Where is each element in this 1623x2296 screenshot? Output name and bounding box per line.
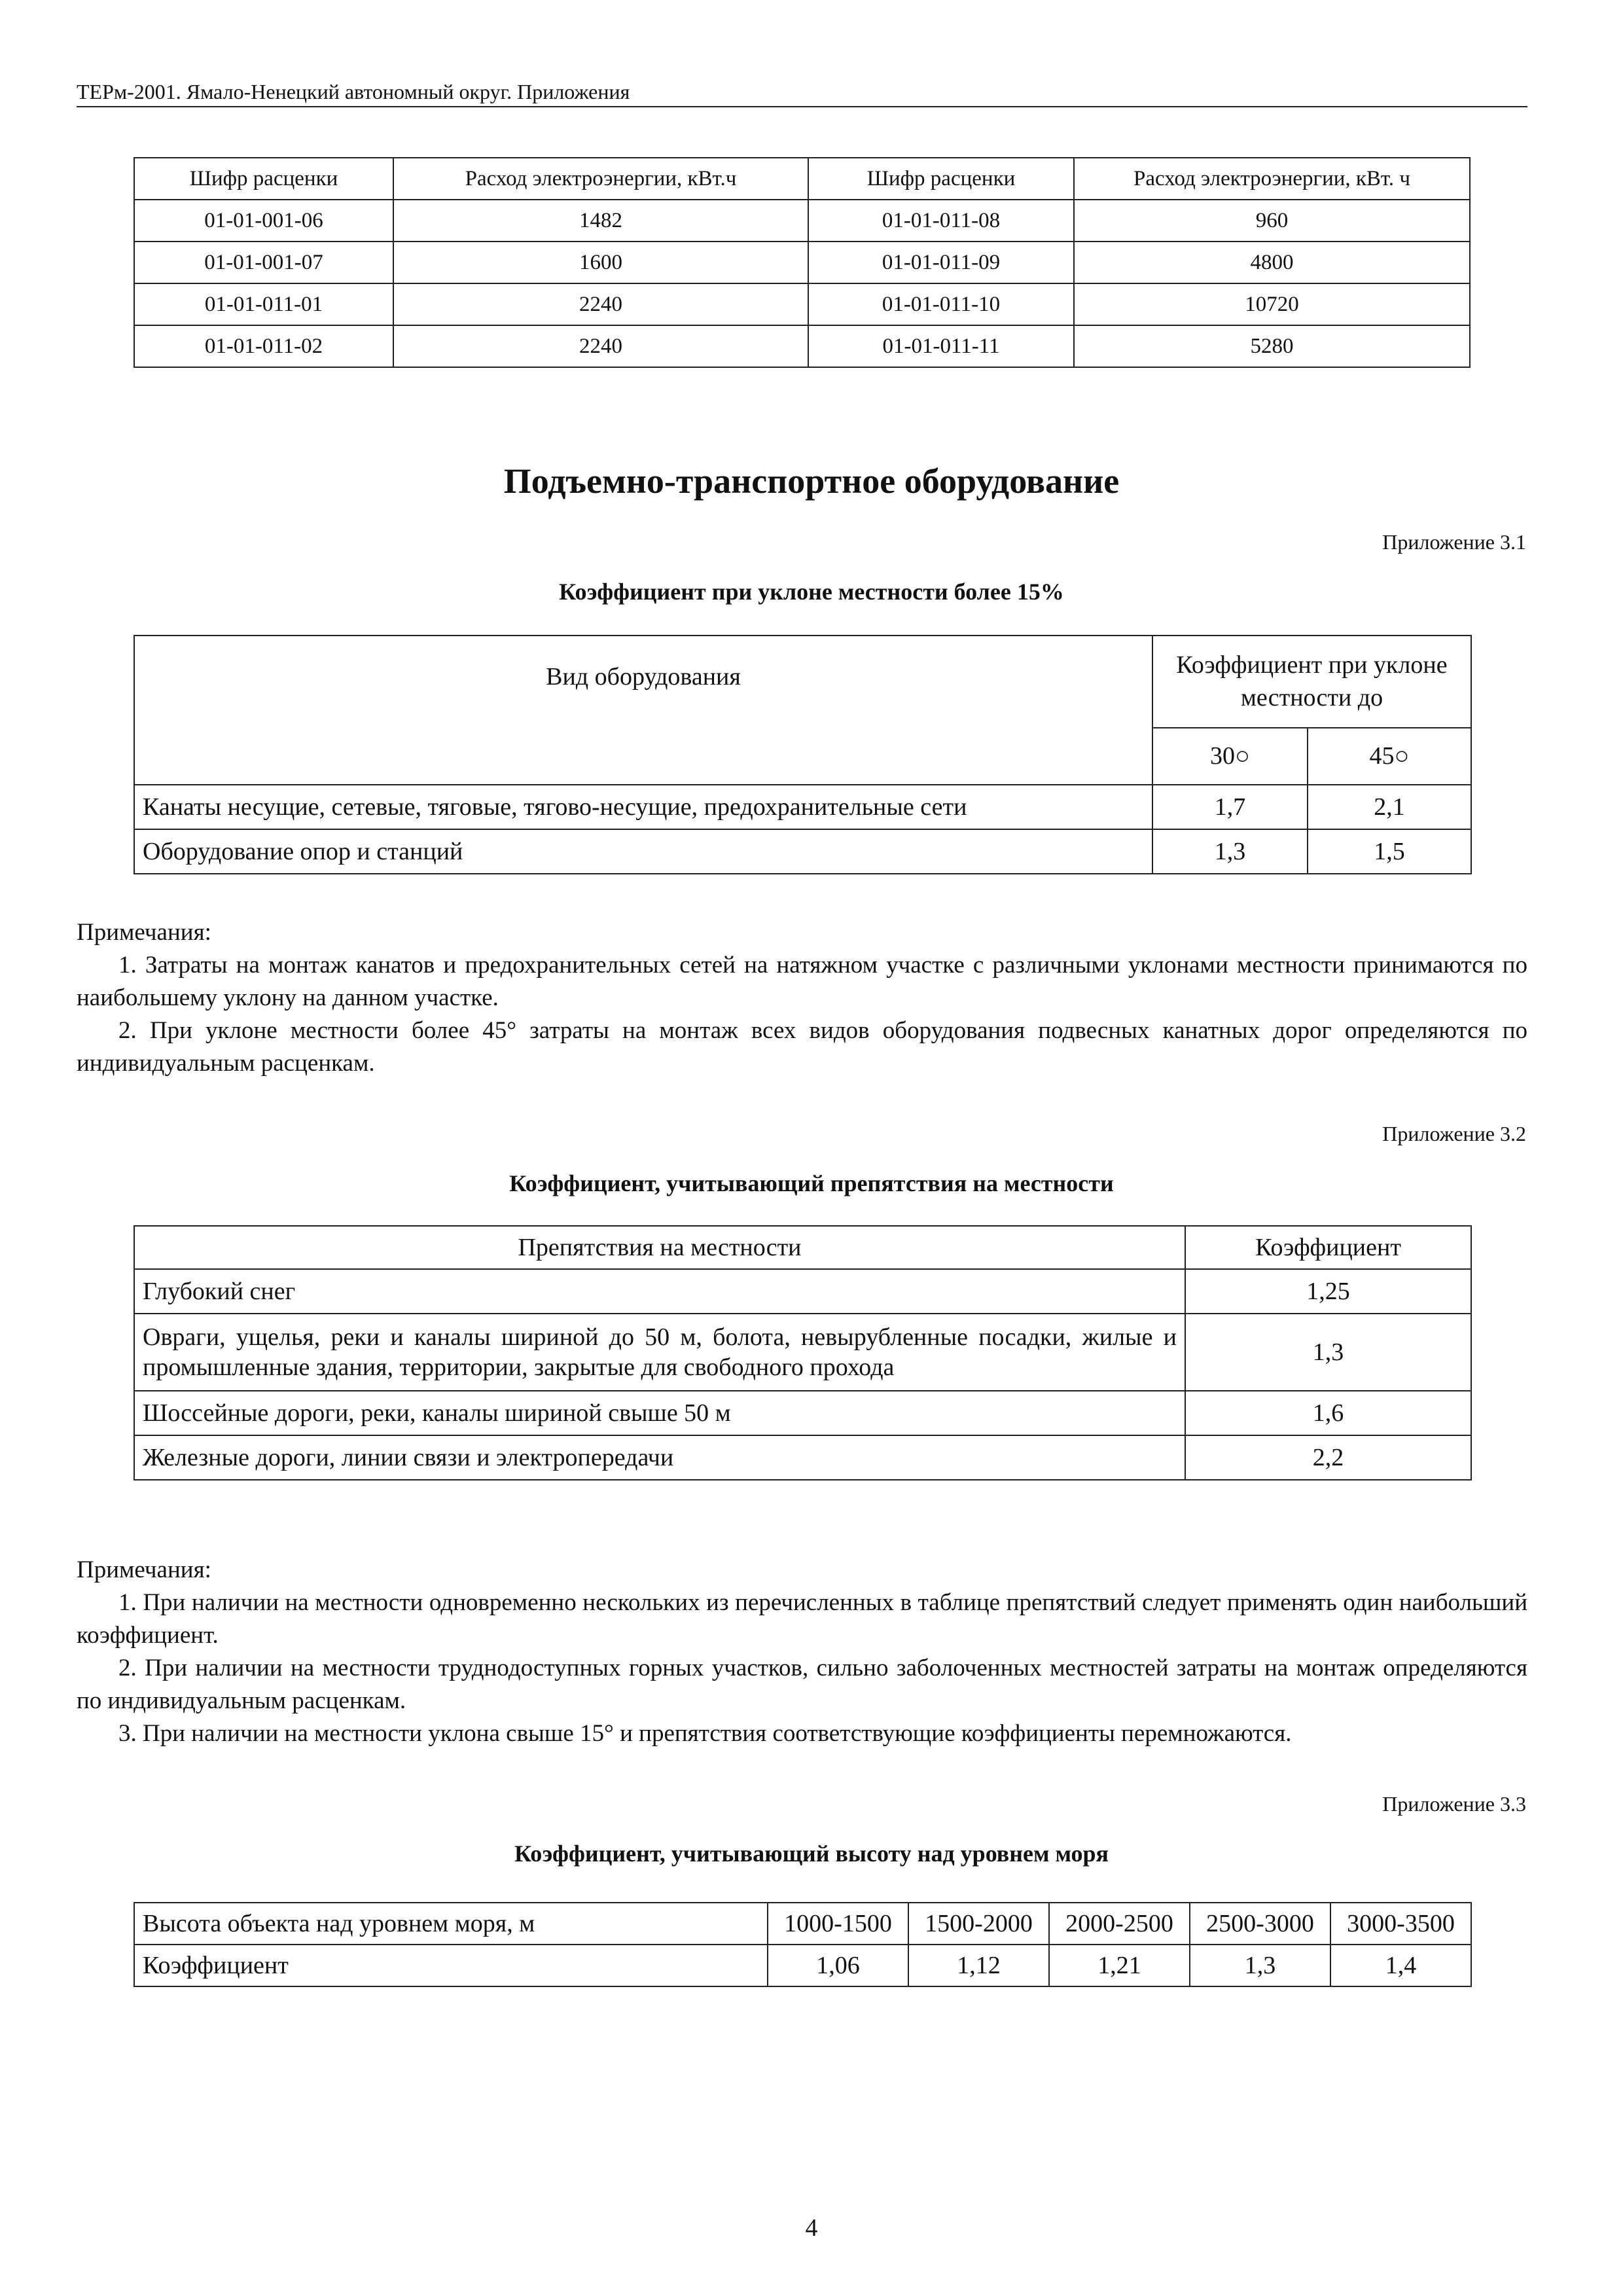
row-label: Высота объекта над уровнем моря, м — [134, 1903, 768, 1945]
table-cell: 01-01-011-10 — [808, 283, 1074, 325]
table-row — [134, 1435, 1471, 1480]
header-cell: 45○ — [1308, 728, 1471, 785]
header-cell: Расход электроэнергии, кВт. ч — [1074, 158, 1470, 200]
notes-title: Примечания: — [77, 1556, 211, 1583]
table-cell: 1,3 — [1152, 829, 1308, 874]
table-cell: 01-01-011-11 — [808, 325, 1074, 367]
table-cell: Оборудование опор и станций — [134, 829, 1152, 874]
note-item: 1. При наличии на местности одновременно нескольких из перечисленных в таблице препятствий следует применять один наибольший коэффициент. — [77, 1589, 1527, 1649]
table-cell: 1600 — [393, 242, 808, 283]
table-cell: 3000-3500 — [1330, 1903, 1471, 1945]
notes-title: Примечания: — [77, 919, 211, 946]
altitude-coefficient-table — [134, 1902, 1472, 1987]
note-item: 3. При наличии на местности уклона свыше 15° и препятствия соответствующие коэффициенты перемножаются. — [118, 1720, 1292, 1747]
table-cell: 01-01-011-01 — [134, 283, 393, 325]
table-row — [134, 325, 1470, 367]
table-cell: 1500-2000 — [908, 1903, 1049, 1945]
section-title: Подъемно-транспортное оборудование — [503, 461, 1120, 501]
note-item: 1. Затраты на монтаж канатов и предохранительных сетей на натяжном участке с различными уклонами местности принимаются по наибольшему уклону на данном участке. — [77, 952, 1527, 1011]
running-header: ТЕРм-2001. Ямало-Ненецкий автономный округ. Приложения — [77, 77, 1527, 107]
annex-3-2-title: Коэффициент, учитывающий препятствия на местности — [509, 1170, 1114, 1196]
table-cell: 1,6 — [1185, 1391, 1471, 1435]
table-cell: 2000-2500 — [1049, 1903, 1190, 1945]
table-cell: Овраги, ущелья, реки и каналы шириной до 50 м, болота, невырубленные посадки, жилые и промышленные здания, территории, закрытые для свободного прохода — [134, 1314, 1185, 1391]
header-cell: Коэффициент — [1185, 1226, 1471, 1269]
table-row — [134, 1314, 1471, 1391]
table-cell: 960 — [1074, 200, 1470, 242]
annex-3-1-label: Приложение 3.1 — [1382, 530, 1526, 554]
header-cell: Шифр расценки — [134, 158, 393, 200]
table-cell: 2,2 — [1185, 1435, 1471, 1480]
note-item: 2. При уклоне местности более 45° затраты на монтаж всех видов оборудования подвесных канатных дорог определяются по индивидуальным расценкам. — [77, 1017, 1527, 1077]
note-item: 2. При наличии на местности труднодоступных горных участков, сильно заболоченных местностей затраты на монтаж определяются по индивидуальным расценкам. — [77, 1655, 1527, 1714]
annex-3-3-label: Приложение 3.3 — [1382, 1792, 1526, 1816]
annex-3-1-title: Коэффициент при уклоне местности более 15% — [559, 579, 1064, 605]
table-cell: Железные дороги, линии связи и электропередачи — [134, 1435, 1185, 1480]
header-cell: Коэффициент при уклоне местности до — [1152, 636, 1471, 728]
table-cell: 1482 — [393, 200, 808, 242]
table-cell: 2500-3000 — [1190, 1903, 1330, 1945]
header-cell: Расход электроэнергии, кВт.ч — [393, 158, 808, 200]
table-cell: 01-01-011-02 — [134, 325, 393, 367]
table-cell: 01-01-011-08 — [808, 200, 1074, 242]
table-cell: 1,21 — [1049, 1945, 1190, 1986]
table-cell: 2240 — [393, 325, 808, 367]
annex-3-3-title: Коэффициент, учитывающий высоту над уровнем моря — [514, 1840, 1109, 1867]
table-cell: 1,3 — [1185, 1314, 1471, 1391]
table-cell: 1,12 — [908, 1945, 1049, 1986]
table-cell: Глубокий снег — [134, 1269, 1185, 1314]
table-cell: 01-01-001-06 — [134, 200, 393, 242]
table-cell: 2,1 — [1308, 785, 1471, 829]
header-cell: Шифр расценки — [808, 158, 1074, 200]
header-cell: Вид оборудования — [134, 636, 1152, 785]
table-row — [134, 1269, 1471, 1314]
header-cell: Препятствия на местности — [134, 1226, 1185, 1269]
table-cell: 1,25 — [1185, 1269, 1471, 1314]
table-row — [134, 283, 1470, 325]
table-cell: 1,06 — [768, 1945, 908, 1986]
table-cell: 1,7 — [1152, 785, 1308, 829]
table-row — [134, 242, 1470, 283]
table-cell: 5280 — [1074, 325, 1470, 367]
energy-table — [134, 157, 1471, 368]
table-cell: 01-01-001-07 — [134, 242, 393, 283]
table-row — [134, 785, 1471, 829]
table-row — [134, 1945, 1471, 1986]
table-cell: 1000-1500 — [768, 1903, 908, 1945]
table-cell: Шоссейные дороги, реки, каналы шириной свыше 50 м — [134, 1391, 1185, 1435]
table-header-row — [134, 636, 1471, 728]
row-label: Коэффициент — [134, 1945, 768, 1986]
table-cell: 10720 — [1074, 283, 1470, 325]
table-cell: 2240 — [393, 283, 808, 325]
table-header-row — [134, 1226, 1471, 1269]
annex-3-2-notes — [77, 1554, 1527, 1750]
table-row — [134, 1391, 1471, 1435]
annex-3-1-notes — [77, 916, 1527, 1080]
annex-3-2-label: Приложение 3.2 — [1382, 1122, 1526, 1145]
table-cell: Канаты несущие, сетевые, тяговые, тягово-несущие, предохранительные сети — [134, 785, 1152, 829]
table-cell: 4800 — [1074, 242, 1470, 283]
table-row — [134, 1903, 1471, 1945]
header-cell: 30○ — [1152, 728, 1308, 785]
obstacle-coefficient-table — [134, 1225, 1472, 1480]
table-row — [134, 200, 1470, 242]
table-cell: 1,3 — [1190, 1945, 1330, 1986]
table-cell: 1,5 — [1308, 829, 1471, 874]
table-cell: 1,4 — [1330, 1945, 1471, 1986]
slope-coefficient-table — [134, 635, 1472, 874]
table-header-row — [134, 158, 1470, 200]
table-row — [134, 829, 1471, 874]
table-cell: 01-01-011-09 — [808, 242, 1074, 283]
page-number: 4 — [805, 2214, 818, 2242]
